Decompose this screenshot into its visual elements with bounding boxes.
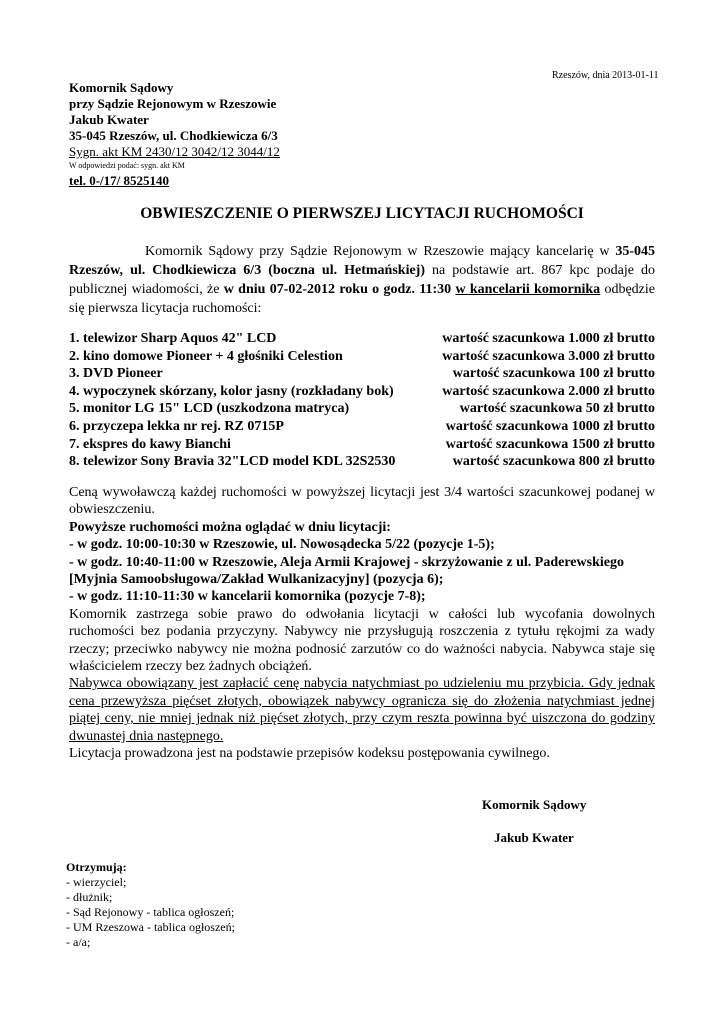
intro-paragraph (69, 242, 655, 318)
intro-text-3: odbędzie się pierwsza licytacja ruchomości: (69, 282, 655, 316)
page-title: OBWIESZCZENIE O PIERWSZEJ LICYTACJI RUCHOMOŚCI (140, 205, 584, 222)
header-name: Jakub Kwater (69, 112, 149, 127)
header-office: Komornik Sądowy (69, 80, 174, 95)
viewing-line: - w godz. 10:40-11:00 w Rzeszowie, Aleja Armii Krajowej - skrzyżowanie z ul. Paderewskiego [Myjnia Samoobsługowa/Zakład Wulkanizacyjny] (pozycja 6); (69, 554, 624, 588)
viewing-line: - w godz. 10:00-10:30 w Rzeszowie, ul. Nowosądecka 5/22 (pozycje 1-5); (69, 537, 495, 553)
recipient-item: - dłużnik; (66, 890, 113, 904)
item-value: wartość szacunkowa 800 zł brutto (452, 454, 655, 470)
item-value: wartość szacunkowa 3.000 zł brutto (442, 348, 655, 364)
payment-paragraph: Nabywca obowiązany jest zapłacić cenę nabycia natychmiast po udzieleniu mu przybicia. Gdy jednak cena przewyższa pięćset złotych, obowiązek nabywcy ogranicza się do złożenia natychmiast jednej piątej ceny, nie mniej jednak niż pięćset złotych, przy czym reszta powinna być uiszczona do godziny dwunastej dnia następnego. (69, 676, 655, 744)
body-text (69, 484, 655, 763)
recipient-item: - UM Rzeszowa - tablica ogłoszeń; (66, 920, 235, 934)
header-address: 35-045 Rzeszów, ul. Chodkiewicza 6/3 (69, 128, 278, 143)
item-name: 7. ekspres do kawy Bianchi (69, 436, 231, 452)
document-date: Rzeszów, dnia 2013-01-11 (552, 70, 659, 81)
item-name: 5. monitor LG 15" LCD (uszkodzona matryca) (69, 401, 350, 417)
list-item (69, 330, 655, 348)
item-name: 1. telewizor Sharp Aquos 42" LCD (69, 331, 277, 346)
auction-place: w kancelarii komornika (455, 282, 601, 297)
case-reference: Sygn. akt KM 2430/12 3042/12 3044/12 (69, 144, 280, 159)
list-item (69, 348, 655, 366)
item-value: wartość szacunkowa 50 zł brutto (459, 401, 655, 417)
list-item (69, 400, 655, 418)
list-item (69, 365, 655, 383)
legal-basis-paragraph: Licytacja prowadzona jest na podstawie przepisów kodeksu postępowania cywilnego. (69, 746, 550, 762)
auction-datetime: w dniu 07-02-2012 roku o godz. 11:30 (223, 282, 452, 297)
list-item (69, 418, 655, 436)
item-value: wartość szacunkowa 1000 zł brutto (445, 418, 655, 434)
phone-number: tel. 0-/17/ 8525140 (69, 173, 170, 188)
recipient-item: - wierzyciel; (66, 875, 127, 889)
starting-price-paragraph: Ceną wywoławczą każdej ruchomości w powyższej licytacji jest 3/4 wartości szacunkowej podanej w obwieszczeniu. (69, 485, 655, 518)
signature-title: Komornik Sądowy (482, 797, 587, 812)
item-value: wartość szacunkowa 100 zł brutto (452, 366, 655, 382)
item-value: wartość szacunkowa 2.000 zł brutto (442, 383, 655, 399)
header-court: przy Sądzie Rejonowym w Rzeszowie (69, 96, 277, 111)
recipient-item: - a/a; (66, 935, 91, 949)
item-name: 6. przyczepa lekka nr rej. RZ 0715P (69, 418, 284, 434)
item-name: 2. kino domowe Pioneer + 4 głośniki Celestion (69, 348, 343, 364)
office-address: 35-045 Rzeszów, ul. Chodkiewicza 6/3 (boczna ul. Hetmańskiej) (69, 244, 655, 278)
item-value: wartość szacunkowa 1500 zł brutto (445, 436, 655, 452)
reply-note: W odpowiedzi podać: sygn. akt KM (69, 161, 185, 170)
viewing-line: - w godz. 11:10-11:30 w kancelarii komornika (pozycje 7-8); (69, 589, 426, 605)
intro-text-2: na podstawie art. 867 kpc podaje do publicznej wiadomości, że (69, 263, 655, 297)
list-item (69, 383, 655, 401)
viewing-title: Powyższe ruchomości można oglądać w dniu licytacji: (69, 519, 391, 535)
item-name: 4. wypoczynek skórzany, kolor jasny (rozkładany bok) (69, 383, 394, 399)
recipients (66, 860, 235, 950)
recipients-title: Otrzymują: (66, 860, 127, 874)
item-value: wartość szacunkowa 1.000 zł brutto (442, 331, 655, 346)
list-item (69, 453, 655, 471)
reservation-paragraph: Komornik zastrzega sobie prawo do odwołania licytacji w całości lub wycofania dowolnych ruchomości bez podania przyczyny. Nabywcy nie przysługują roszczenia z tytułu rękojmi za wady rzeczy; przeciwko nabywcy nie można podnosić zarzutów co do ważności nabycia. Nabywca staje się właścicielem rzeczy bez żadnych obciążeń. (69, 606, 655, 675)
recipient-item: - Sąd Rejonowy - tablica ogłoszeń; (66, 905, 235, 919)
list-item (69, 436, 655, 454)
items-list (69, 330, 655, 471)
item-name: 8. telewizor Sony Bravia 32"LCD model KDL 32S2530 (69, 454, 396, 470)
item-name: 3. DVD Pioneer (69, 366, 163, 382)
signature-name: Jakub Kwater (494, 830, 574, 845)
intro-text-1: Komornik Sądowy przy Sądzie Rejonowym w Rzeszowie mający kancelarię w (145, 244, 616, 259)
